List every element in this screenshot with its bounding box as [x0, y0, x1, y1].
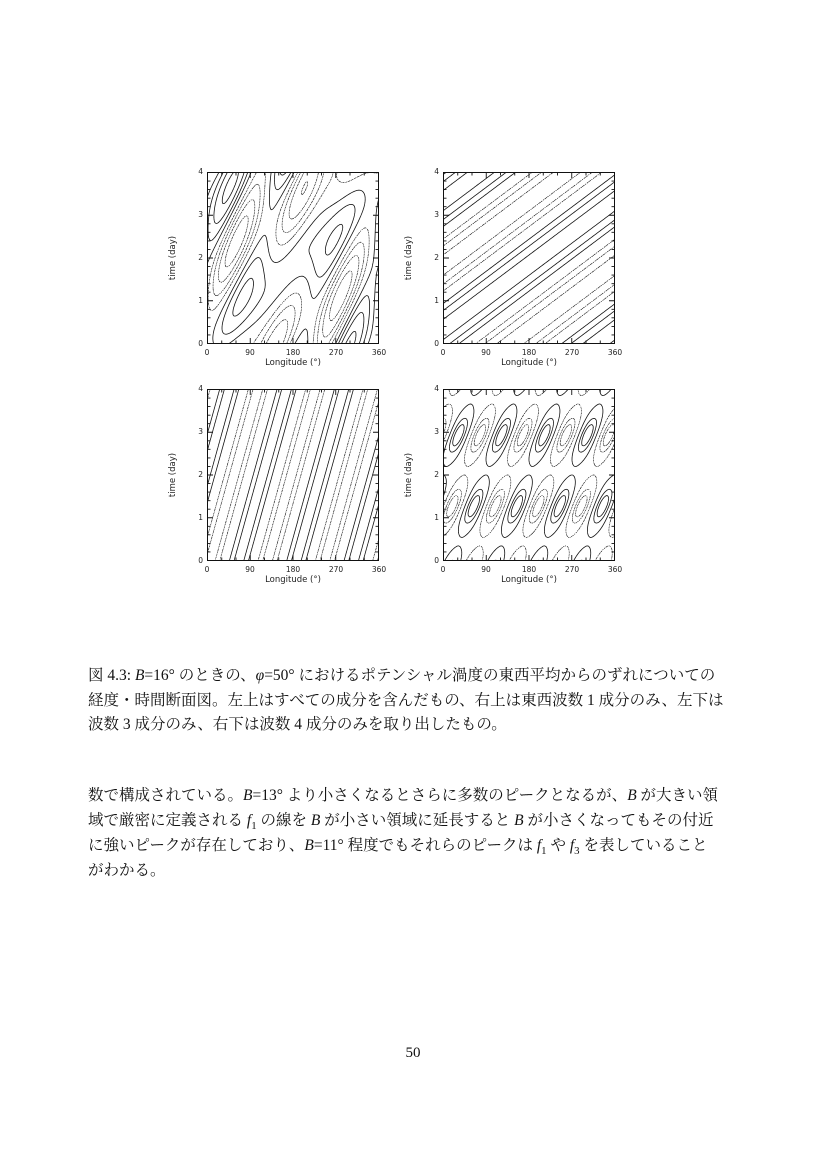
x-tick-label: 360 — [371, 565, 387, 574]
y-tick-label: 3 — [198, 210, 203, 219]
x-tick-label: 270 — [564, 565, 580, 574]
x-axis-label: Longitude (°) — [501, 575, 557, 585]
contour-panel-top-left — [168, 167, 387, 368]
x-tick-label: 0 — [204, 565, 210, 574]
page-number: 50 — [405, 1045, 421, 1061]
y-tick-label: 0 — [434, 339, 439, 348]
y-tick-label: 0 — [434, 556, 439, 565]
x-tick-label: 180 — [521, 565, 537, 574]
x-tick-label: 90 — [481, 565, 491, 574]
y-tick-label: 4 — [198, 384, 203, 393]
y-axis-label: time (day) — [404, 235, 414, 281]
x-tick-label: 0 — [440, 565, 446, 574]
x-tick-label: 90 — [245, 348, 255, 357]
y-tick-label: 2 — [434, 253, 439, 262]
body-paragraph — [88, 783, 748, 883]
y-tick-label: 2 — [198, 253, 203, 262]
contour-plot-canvas — [443, 389, 615, 561]
y-tick-label: 4 — [198, 167, 203, 176]
y-tick-label: 3 — [198, 427, 203, 436]
caption-line: 図 4.3: B=16° のときの、φ=50° におけるポテンシャル渦度の東西平均からのずれについての — [88, 667, 716, 684]
y-axis-label: time (day) — [168, 235, 178, 281]
contour-panel-bottom-left — [168, 384, 387, 585]
contour-plot-canvas — [207, 389, 379, 561]
body-line: 数で構成されている。B=13° より小さくなるとさらに多数のピークとなるが、B が大きい領 — [88, 787, 719, 804]
x-axis-label: Longitude (°) — [265, 575, 321, 585]
y-tick-label: 1 — [198, 296, 203, 305]
y-tick-label: 0 — [198, 556, 203, 565]
x-tick-label: 90 — [245, 565, 255, 574]
x-tick-label: 270 — [328, 348, 344, 357]
x-tick-label: 360 — [607, 565, 623, 574]
x-tick-label: 90 — [481, 348, 491, 357]
x-tick-label: 270 — [564, 348, 580, 357]
caption-line: 波数 3 成分のみ、右下は波数 4 成分のみを取り出したもの。 — [88, 716, 507, 733]
y-axis-label: time (day) — [404, 452, 414, 498]
body-line: 域で厳密に定義される $f_1$ の線を B が小さい領域に延長すると B が小さくなってもその付近 — [88, 812, 714, 833]
figure-caption — [88, 664, 748, 738]
x-axis-label: Longitude (°) — [265, 358, 321, 368]
x-tick-label: 0 — [204, 348, 210, 357]
x-tick-label: 180 — [521, 348, 537, 357]
y-tick-label: 3 — [434, 210, 439, 219]
body-line: に強いピークが存在しており、B=11° 程度でもそれらのピークは $f_1$ や $f_3$ を表していること — [88, 837, 708, 858]
contour-panel-top-right — [404, 167, 623, 368]
y-tick-label: 1 — [198, 513, 203, 522]
y-tick-label: 1 — [434, 296, 439, 305]
y-tick-label: 2 — [434, 470, 439, 479]
contour-plot-canvas — [207, 172, 379, 344]
x-tick-label: 270 — [328, 565, 344, 574]
contour-plot-canvas — [443, 172, 615, 344]
y-tick-label: 4 — [434, 384, 439, 393]
y-tick-label: 4 — [434, 167, 439, 176]
y-axis-label: time (day) — [168, 452, 178, 498]
y-tick-label: 2 — [198, 470, 203, 479]
x-axis-label: Longitude (°) — [501, 358, 557, 368]
y-tick-label: 3 — [434, 427, 439, 436]
body-line: がわかる。 — [88, 862, 166, 879]
x-tick-label: 360 — [607, 348, 623, 357]
x-tick-label: 360 — [371, 348, 387, 357]
x-tick-label: 180 — [285, 348, 301, 357]
contour-panel-bottom-right — [404, 384, 623, 585]
y-tick-label: 1 — [434, 513, 439, 522]
caption-line: 経度・時間断面図。左上はすべての成分を含んだもの、右上は東西波数 1 成分のみ、左下は — [88, 691, 724, 709]
x-tick-label: 0 — [440, 348, 446, 357]
y-tick-label: 0 — [198, 339, 203, 348]
x-tick-label: 180 — [285, 565, 301, 574]
